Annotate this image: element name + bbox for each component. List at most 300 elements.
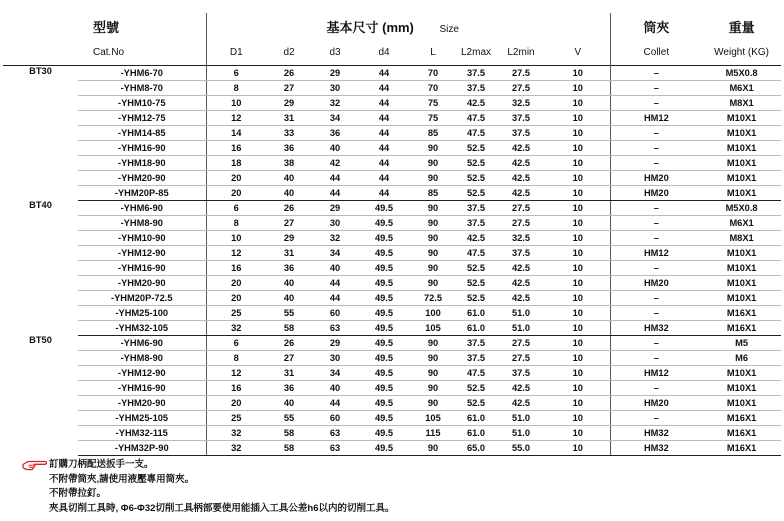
cell-weight: M10X1 <box>702 365 781 380</box>
table-row <box>3 440 781 455</box>
cell-l2max: 37.5 <box>456 200 496 215</box>
table-row <box>3 410 781 425</box>
cell-d2: 36 <box>266 260 312 275</box>
cell-weight: M10X1 <box>702 290 781 305</box>
cell-cat-no: -YHM16-90 <box>78 380 206 395</box>
cell-l: 90 <box>410 170 456 185</box>
cell-d1: 20 <box>206 170 266 185</box>
cell-d4: 44 <box>358 65 410 80</box>
cell-l2min: 37.5 <box>496 125 546 140</box>
cell-l2min: 37.5 <box>496 365 546 380</box>
cell-cat-no: -YHM16-90 <box>78 260 206 275</box>
spec-table-body <box>3 65 781 455</box>
cell-d4: 49.5 <box>358 245 410 260</box>
cell-weight: M5 <box>702 335 781 350</box>
cell-collet: – <box>610 80 702 95</box>
cell-d4: 44 <box>358 140 410 155</box>
cell-cat-no: -YHM12-90 <box>78 245 206 260</box>
cell-collet: – <box>610 95 702 110</box>
cell-d4: 49.5 <box>358 395 410 410</box>
cell-d2: 40 <box>266 170 312 185</box>
cell-weight: M10X1 <box>702 170 781 185</box>
cell-v: 10 <box>546 440 610 455</box>
cell-l2min: 32.5 <box>496 95 546 110</box>
cell-d4: 49.5 <box>358 425 410 440</box>
table-row <box>3 140 781 155</box>
table-row <box>3 95 781 110</box>
cell-l2max: 47.5 <box>456 110 496 125</box>
cell-cat-no: -YHM20P-72.5 <box>78 290 206 305</box>
cell-l2min: 42.5 <box>496 395 546 410</box>
cell-l2max: 52.5 <box>456 275 496 290</box>
cell-d3: 44 <box>312 290 358 305</box>
cell-collet: HM12 <box>610 110 702 125</box>
cell-v: 10 <box>546 230 610 245</box>
cell-d3: 34 <box>312 110 358 125</box>
cell-l2max: 37.5 <box>456 215 496 230</box>
cell-l2min: 51.0 <box>496 410 546 425</box>
cell-collet: – <box>610 305 702 320</box>
cell-v: 10 <box>546 215 610 230</box>
cell-d2: 31 <box>266 110 312 125</box>
cell-weight: M10X1 <box>702 245 781 260</box>
cell-v: 10 <box>546 410 610 425</box>
cell-l2min: 51.0 <box>496 425 546 440</box>
table-row <box>3 290 781 305</box>
cell-collet: HM20 <box>610 185 702 200</box>
cell-d1: 16 <box>206 260 266 275</box>
cell-d1: 20 <box>206 185 266 200</box>
cell-d2: 55 <box>266 305 312 320</box>
cell-cat-no: -YHM10-75 <box>78 95 206 110</box>
cell-l2min: 27.5 <box>496 65 546 80</box>
cell-l2max: 37.5 <box>456 350 496 365</box>
cell-d4: 44 <box>358 95 410 110</box>
cell-l: 90 <box>410 365 456 380</box>
cell-l: 115 <box>410 425 456 440</box>
table-row <box>3 335 781 350</box>
cell-d3: 63 <box>312 440 358 455</box>
cell-v: 10 <box>546 260 610 275</box>
cell-d2: 27 <box>266 350 312 365</box>
cell-v: 10 <box>546 365 610 380</box>
cell-l2min: 51.0 <box>496 320 546 335</box>
cell-d1: 25 <box>206 305 266 320</box>
cell-l2max: 61.0 <box>456 305 496 320</box>
cell-d1: 12 <box>206 110 266 125</box>
cell-l2min: 27.5 <box>496 335 546 350</box>
cell-d4: 49.5 <box>358 410 410 425</box>
notes <box>22 458 782 516</box>
cell-l2max: 37.5 <box>456 80 496 95</box>
cell-l2max: 52.5 <box>456 260 496 275</box>
cell-cat-no: -YHM20-90 <box>78 395 206 410</box>
cell-d3: 34 <box>312 365 358 380</box>
table-row <box>3 215 781 230</box>
cell-weight: M16X1 <box>702 305 781 320</box>
cell-d3: 60 <box>312 410 358 425</box>
collet-title-zh: 筒夾 <box>610 13 702 40</box>
col-header-l: L <box>430 46 436 58</box>
cell-d1: 32 <box>206 440 266 455</box>
cell-d2: 58 <box>266 320 312 335</box>
cell-l: 100 <box>410 305 456 320</box>
note-text: 夾具切削工具時, Φ6-Φ32切削工具柄部要使用能插入工具公差h6以内的切削工具。 <box>49 502 395 514</box>
table-row <box>3 200 781 215</box>
pointing-hand-icon <box>22 459 47 471</box>
cell-weight: M5X0.8 <box>702 200 781 215</box>
table-row <box>3 185 781 200</box>
cell-l: 90 <box>410 440 456 455</box>
cell-l: 75 <box>410 95 456 110</box>
cell-d1: 16 <box>206 380 266 395</box>
cell-d3: 29 <box>312 335 358 350</box>
cell-d4: 49.5 <box>358 380 410 395</box>
cell-collet: – <box>610 140 702 155</box>
cell-d3: 30 <box>312 215 358 230</box>
cell-weight: M16X1 <box>702 410 781 425</box>
cell-v: 10 <box>546 200 610 215</box>
size-title-zh: 基本尺寸 (mm) <box>326 20 414 35</box>
cell-v: 10 <box>546 305 610 320</box>
cell-l2min: 42.5 <box>496 260 546 275</box>
cell-l: 90 <box>410 155 456 170</box>
cell-d4: 49.5 <box>358 335 410 350</box>
cell-v: 10 <box>546 95 610 110</box>
cell-l2max: 47.5 <box>456 245 496 260</box>
cell-d4: 44 <box>358 80 410 95</box>
cell-l: 72.5 <box>410 290 456 305</box>
header-sub-row <box>3 40 781 65</box>
cell-l: 75 <box>410 110 456 125</box>
cell-d2: 31 <box>266 245 312 260</box>
cell-collet: – <box>610 215 702 230</box>
table-row <box>3 260 781 275</box>
cell-d3: 44 <box>312 185 358 200</box>
cell-weight: M16X1 <box>702 440 781 455</box>
cell-l2max: 47.5 <box>456 365 496 380</box>
cell-l2max: 61.0 <box>456 410 496 425</box>
cell-d4: 49.5 <box>358 290 410 305</box>
cell-v: 10 <box>546 140 610 155</box>
cell-collet: – <box>610 380 702 395</box>
cell-cat-no: -YHM8-90 <box>78 215 206 230</box>
cell-weight: M10X1 <box>702 155 781 170</box>
cell-weight: M6X1 <box>702 80 781 95</box>
cell-l: 90 <box>410 335 456 350</box>
header-title-row <box>3 13 781 40</box>
cell-weight: M10X1 <box>702 260 781 275</box>
cell-v: 10 <box>546 350 610 365</box>
table-row <box>3 350 781 365</box>
cell-cat-no: -YHM6-90 <box>78 335 206 350</box>
cell-cat-no: -YHM32-115 <box>78 425 206 440</box>
cell-l2max: 37.5 <box>456 335 496 350</box>
cell-d2: 27 <box>266 215 312 230</box>
cell-collet: HM32 <box>610 320 702 335</box>
cell-collet: HM32 <box>610 440 702 455</box>
cell-d4: 49.5 <box>358 320 410 335</box>
cell-l2min: 42.5 <box>496 170 546 185</box>
cell-v: 10 <box>546 65 610 80</box>
col-header-d2: d2 <box>283 46 295 58</box>
cell-d3: 36 <box>312 125 358 140</box>
cell-d4: 49.5 <box>358 305 410 320</box>
col-header-v: V <box>574 46 582 58</box>
cell-l2max: 65.0 <box>456 440 496 455</box>
cell-l2max: 61.0 <box>456 320 496 335</box>
col-header-d4: d4 <box>378 46 390 58</box>
cell-weight: M5X0.8 <box>702 65 781 80</box>
cell-d1: 20 <box>206 395 266 410</box>
cell-v: 10 <box>546 275 610 290</box>
cell-cat-no: -YHM12-75 <box>78 110 206 125</box>
cat-no-title-zh: 型號 <box>93 20 120 35</box>
cell-collet: – <box>610 65 702 80</box>
cell-cat-no: -YHM14-85 <box>78 125 206 140</box>
cell-d2: 40 <box>266 290 312 305</box>
table-row <box>3 110 781 125</box>
cell-l2max: 52.5 <box>456 185 496 200</box>
cell-weight: M10X1 <box>702 125 781 140</box>
cell-cat-no: -YHM6-90 <box>78 200 206 215</box>
note-line <box>22 473 782 488</box>
cell-cat-no: -YHM6-70 <box>78 65 206 80</box>
cell-l2min: 37.5 <box>496 245 546 260</box>
cell-d4: 44 <box>358 125 410 140</box>
note-text: 不附帶拉釘。 <box>49 488 107 499</box>
cell-v: 10 <box>546 320 610 335</box>
cell-l: 105 <box>410 410 456 425</box>
cell-collet: HM20 <box>610 170 702 185</box>
table-row <box>3 170 781 185</box>
cell-d2: 40 <box>266 395 312 410</box>
cell-l2max: 52.5 <box>456 155 496 170</box>
cell-d3: 60 <box>312 305 358 320</box>
cell-collet: HM12 <box>610 365 702 380</box>
cell-weight: M16X1 <box>702 320 781 335</box>
cell-cat-no: -YHM20-90 <box>78 275 206 290</box>
cell-d2: 26 <box>266 65 312 80</box>
cell-l2min: 42.5 <box>496 155 546 170</box>
cell-d1: 10 <box>206 230 266 245</box>
cell-l2min: 42.5 <box>496 140 546 155</box>
cell-d2: 26 <box>266 335 312 350</box>
cell-cat-no: -YHM20-90 <box>78 170 206 185</box>
cell-d3: 30 <box>312 80 358 95</box>
cell-l2max: 52.5 <box>456 290 496 305</box>
note-line <box>22 487 782 502</box>
cell-d3: 40 <box>312 380 358 395</box>
cell-d1: 32 <box>206 320 266 335</box>
cell-d2: 26 <box>266 200 312 215</box>
cell-d2: 55 <box>266 410 312 425</box>
cell-d3: 30 <box>312 350 358 365</box>
cell-l: 90 <box>410 140 456 155</box>
cell-l2max: 61.0 <box>456 425 496 440</box>
cell-l2min: 51.0 <box>496 305 546 320</box>
cell-d3: 34 <box>312 245 358 260</box>
cell-v: 10 <box>546 335 610 350</box>
cell-v: 10 <box>546 425 610 440</box>
col-header-d3: d3 <box>329 46 341 58</box>
cell-l2min: 27.5 <box>496 215 546 230</box>
cell-d4: 44 <box>358 170 410 185</box>
cell-l2max: 42.5 <box>456 230 496 245</box>
cell-d3: 42 <box>312 155 358 170</box>
cell-d4: 49.5 <box>358 260 410 275</box>
cat-no-title-en: Cat.No <box>93 46 125 58</box>
cell-weight: M10X1 <box>702 110 781 125</box>
cell-collet: HM20 <box>610 395 702 410</box>
cell-l: 90 <box>410 245 456 260</box>
cell-d2: 27 <box>266 80 312 95</box>
cell-d1: 6 <box>206 65 266 80</box>
note-text: 訂購刀柄配送扳手一支。 <box>49 459 154 470</box>
cell-d4: 49.5 <box>358 365 410 380</box>
col-header-l2min: L2min <box>507 46 535 58</box>
cell-d3: 29 <box>312 65 358 80</box>
cell-l2max: 52.5 <box>456 380 496 395</box>
cell-collet: – <box>610 260 702 275</box>
cell-collet: – <box>610 125 702 140</box>
note-line <box>22 458 782 473</box>
cell-weight: M8X1 <box>702 230 781 245</box>
cell-v: 10 <box>546 185 610 200</box>
cell-d1: 32 <box>206 425 266 440</box>
collet-title-en: Collet <box>610 40 702 65</box>
cell-v: 10 <box>546 245 610 260</box>
note-text: 不附帶筒夾,請使用液壓專用筒夾。 <box>49 473 195 485</box>
cell-v: 10 <box>546 380 610 395</box>
table-row <box>3 365 781 380</box>
table-row <box>3 125 781 140</box>
cell-weight: M10X1 <box>702 395 781 410</box>
table-row <box>3 65 781 80</box>
col-header-l2max: L2max <box>460 46 491 58</box>
cell-collet: – <box>610 335 702 350</box>
cell-d3: 32 <box>312 95 358 110</box>
cell-cat-no: -YHM10-90 <box>78 230 206 245</box>
group-label: BT40 <box>29 200 52 210</box>
cell-collet: HM20 <box>610 275 702 290</box>
cell-l2min: 27.5 <box>496 80 546 95</box>
cell-l: 70 <box>410 65 456 80</box>
cell-l2max: 47.5 <box>456 125 496 140</box>
cell-d2: 36 <box>266 140 312 155</box>
cell-v: 10 <box>546 290 610 305</box>
cell-d2: 29 <box>266 95 312 110</box>
cell-d4: 44 <box>358 155 410 170</box>
cell-d1: 25 <box>206 410 266 425</box>
cell-cat-no: -YHM32-105 <box>78 320 206 335</box>
table-row <box>3 380 781 395</box>
cell-v: 10 <box>546 110 610 125</box>
cell-v: 10 <box>546 395 610 410</box>
cell-d1: 18 <box>206 155 266 170</box>
cell-l2min: 27.5 <box>496 350 546 365</box>
cell-d1: 8 <box>206 215 266 230</box>
cell-l: 90 <box>410 200 456 215</box>
cell-weight: M16X1 <box>702 425 781 440</box>
cell-d1: 14 <box>206 125 266 140</box>
cell-l: 70 <box>410 80 456 95</box>
cell-d3: 32 <box>312 230 358 245</box>
cell-collet: – <box>610 155 702 170</box>
table-row <box>3 305 781 320</box>
cell-cat-no: -YHM25-100 <box>78 305 206 320</box>
cell-cat-no: -YHM16-90 <box>78 140 206 155</box>
group-label: BT50 <box>29 335 52 345</box>
table-row <box>3 230 781 245</box>
cell-d4: 49.5 <box>358 215 410 230</box>
cell-weight: M10X1 <box>702 185 781 200</box>
cell-collet: – <box>610 230 702 245</box>
cell-l: 90 <box>410 395 456 410</box>
cell-l2min: 42.5 <box>496 290 546 305</box>
cell-d2: 36 <box>266 380 312 395</box>
cell-v: 10 <box>546 80 610 95</box>
size-title-en: Size <box>439 24 459 35</box>
cell-collet: – <box>610 200 702 215</box>
cell-d1: 6 <box>206 335 266 350</box>
cell-d3: 63 <box>312 320 358 335</box>
cell-l: 90 <box>410 380 456 395</box>
cell-d2: 58 <box>266 425 312 440</box>
cell-weight: M8X1 <box>702 95 781 110</box>
cell-d2: 31 <box>266 365 312 380</box>
cell-collet: – <box>610 290 702 305</box>
cell-cat-no: -YHM18-90 <box>78 155 206 170</box>
weight-title-zh: 重量 <box>728 20 755 35</box>
cell-collet: – <box>610 350 702 365</box>
cell-d2: 38 <box>266 155 312 170</box>
spec-table <box>3 13 781 456</box>
cell-d1: 10 <box>206 95 266 110</box>
cell-v: 10 <box>546 155 610 170</box>
cell-d2: 40 <box>266 185 312 200</box>
table-row <box>3 245 781 260</box>
cell-d3: 40 <box>312 140 358 155</box>
cell-cat-no: -YHM25-105 <box>78 410 206 425</box>
table-row <box>3 80 781 95</box>
col-header-d1: D1 <box>206 40 266 65</box>
group-label: BT30 <box>29 65 52 76</box>
cell-l2max: 52.5 <box>456 140 496 155</box>
table-row <box>3 425 781 440</box>
cell-d3: 44 <box>312 275 358 290</box>
cell-d2: 33 <box>266 125 312 140</box>
cell-collet: HM12 <box>610 245 702 260</box>
cell-v: 10 <box>546 170 610 185</box>
cell-d3: 44 <box>312 395 358 410</box>
cell-weight: M6X1 <box>702 215 781 230</box>
size-title <box>206 13 610 40</box>
table-row <box>3 155 781 170</box>
cell-l2min: 27.5 <box>496 200 546 215</box>
cell-l2min: 37.5 <box>496 110 546 125</box>
cell-d4: 44 <box>358 185 410 200</box>
cell-l: 90 <box>410 215 456 230</box>
cell-d1: 20 <box>206 275 266 290</box>
cell-l2min: 42.5 <box>496 185 546 200</box>
cell-d1: 8 <box>206 80 266 95</box>
note-line <box>22 502 782 517</box>
table-row <box>3 395 781 410</box>
cell-cat-no: -YHM32P-90 <box>78 440 206 455</box>
cell-d4: 44 <box>358 110 410 125</box>
cell-weight: M10X1 <box>702 275 781 290</box>
